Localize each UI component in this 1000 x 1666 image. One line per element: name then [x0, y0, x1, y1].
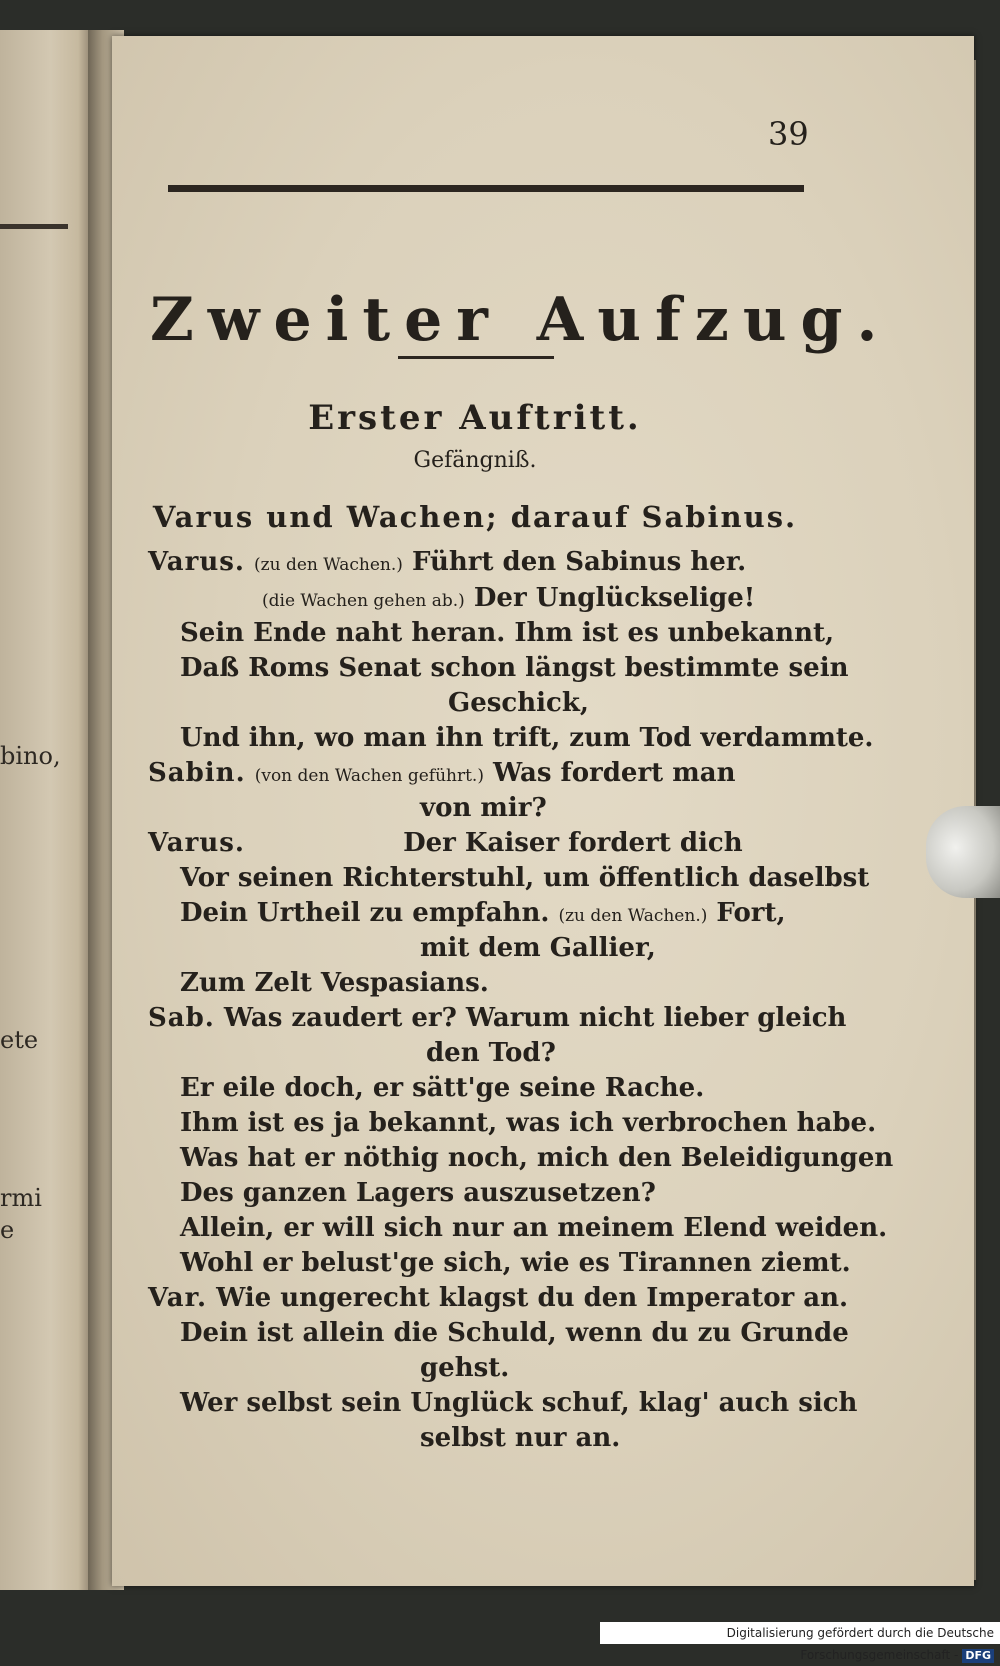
dialogue-line: Zum Zelt Vespasians. — [180, 968, 489, 998]
left-fragment: ete — [0, 1026, 39, 1054]
digitization-credit — [600, 1622, 1000, 1662]
dialogue-line: gehst. — [420, 1353, 510, 1383]
dialogue-line: Vor seinen Richterstuhl, um öffentlich daselbst — [180, 863, 870, 893]
dialogue-line — [148, 1003, 846, 1033]
line-text: Der Kaiser fordert dich — [403, 828, 743, 858]
dialogue-line — [148, 1283, 848, 1313]
dialogue-line: Sein Ende naht heran. Ihm ist es unbekannt, — [180, 618, 835, 648]
scene-characters: Varus und Wachen; darauf Sabinus. — [152, 500, 798, 534]
speaker: Varus. — [148, 828, 245, 858]
dialogue-line: von mir? — [420, 793, 547, 823]
dialogue-line: Des ganzen Lagers auszusetzen? — [180, 1178, 656, 1208]
dfg-logo: DFG — [962, 1649, 994, 1663]
dialogue-line: Und ihn, wo man ihn trift, zum Tod verdammte. — [180, 723, 874, 753]
line-text: Dein Urtheil zu empfahn. — [180, 898, 550, 928]
dialogue-line: selbst nur an. — [420, 1423, 621, 1453]
dialogue-line — [180, 898, 786, 928]
stage-direction: (die Wachen gehen ab.) — [262, 591, 465, 611]
dialogue-line: Wer selbst sein Unglück schuf, klag' auch sich — [180, 1388, 858, 1418]
line-text: Der Unglückselige! — [473, 583, 756, 613]
stage-direction: (zu den Wachen.) — [254, 555, 403, 575]
dialogue-line: Geschick, — [448, 688, 589, 718]
speaker: Sab. — [148, 1003, 215, 1033]
dialogue-line: Er eile doch, er sätt'ge seine Rache. — [180, 1073, 705, 1103]
dialogue-line — [262, 583, 755, 613]
dialogue-line: Wohl er belust'ge sich, wie es Tirannen ziemt. — [180, 1248, 851, 1278]
speaker: Sabin. — [148, 758, 246, 788]
dialogue-line — [148, 758, 735, 788]
dialogue-line: Was hat er nöthig noch, mich den Beleidigungen — [180, 1143, 894, 1173]
left-fragment: rmi — [0, 1184, 42, 1212]
line-text: Führt den Sabinus her. — [411, 547, 747, 577]
dialogue-line: Dein ist allein die Schuld, wenn du zu Grunde — [180, 1318, 849, 1348]
credit-text: Digitalisierung gefördert durch die Deutsche Forschungsgemeinschaft - — [726, 1626, 994, 1662]
scene-title: Erster Auftritt. — [308, 398, 642, 438]
dialogue-line — [148, 547, 746, 577]
page-clip — [926, 806, 1000, 898]
stage-direction: (von den Wachen geführt.) — [254, 766, 484, 786]
line-text: Was fordert man — [493, 758, 736, 788]
stage-direction: (zu den Wachen.) — [558, 906, 708, 926]
left-fragment: e — [0, 1216, 15, 1244]
left-fragment: bino, — [0, 742, 61, 770]
left-page — [0, 30, 92, 1590]
dialogue-line: Daß Roms Senat schon längst bestimmte sein — [180, 653, 849, 683]
dialogue-line — [148, 828, 743, 858]
line-text: Wie ungerecht klagst du den Imperator an. — [216, 1283, 849, 1313]
header-rule — [168, 185, 804, 192]
act-title: Zweiter Aufzug. — [150, 285, 892, 355]
dialogue-line: mit dem Gallier, — [420, 933, 656, 963]
dialogue-line: den Tod? — [426, 1038, 556, 1068]
dialogue-line: Ihm ist es ja bekannt, was ich verbrochen habe. — [180, 1108, 877, 1138]
title-rule — [398, 356, 554, 359]
line-text: Fort, — [716, 898, 786, 928]
line-text: Was zaudert er? Warum nicht lieber gleich — [223, 1003, 847, 1033]
page-number: 39 — [768, 115, 809, 153]
speaker: Varus. — [148, 547, 245, 577]
dialogue-line: Allein, er will sich nur an meinem Elend weiden. — [180, 1213, 888, 1243]
scene-place: Gefängniß. — [413, 448, 537, 473]
speaker: Var. — [148, 1283, 207, 1313]
left-page-rule — [0, 224, 68, 229]
